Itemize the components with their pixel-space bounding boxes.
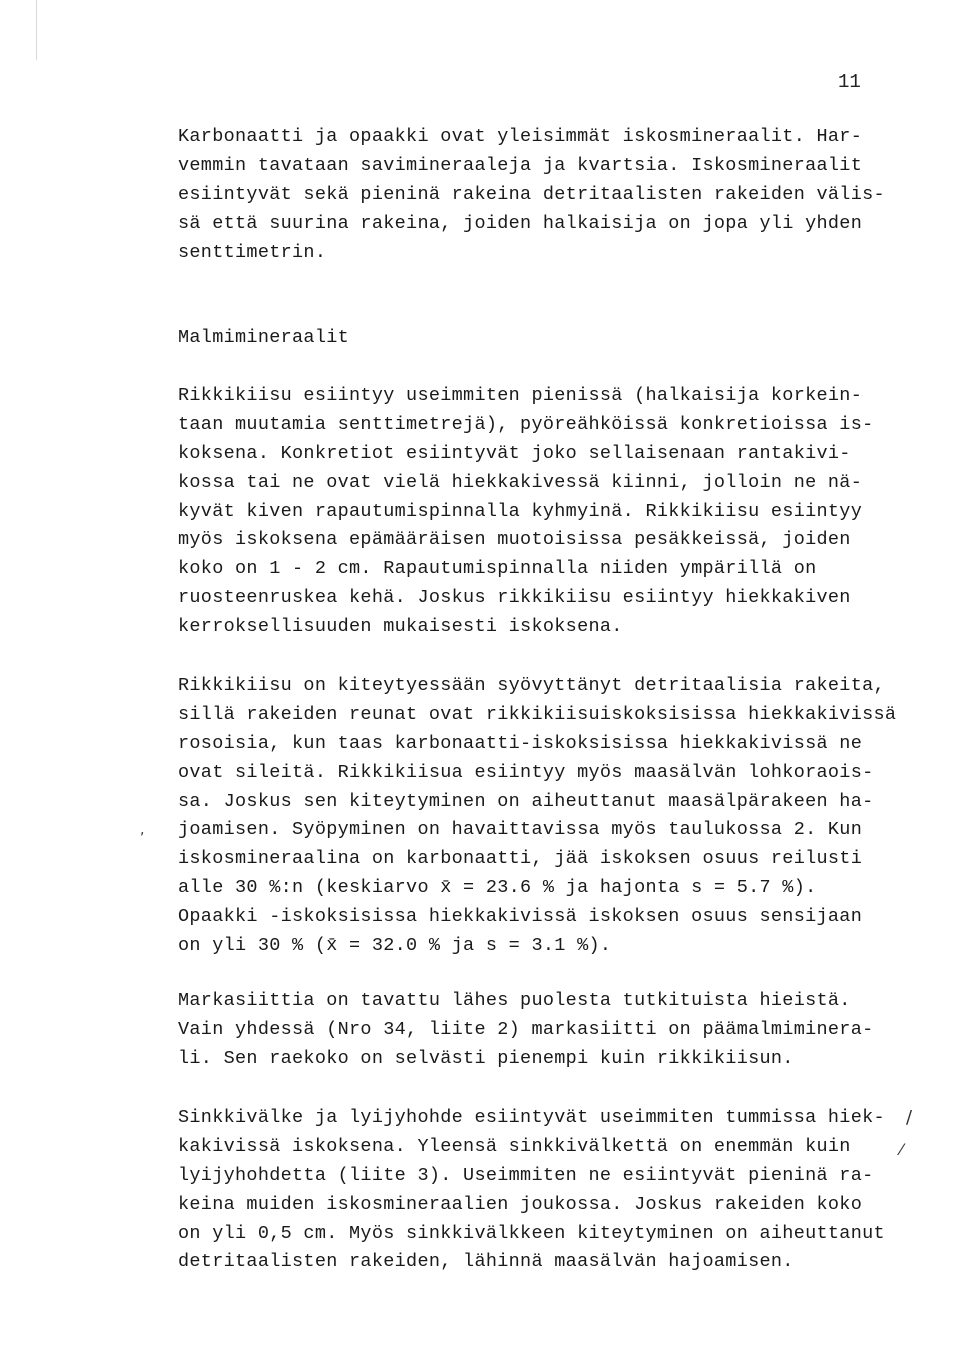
text-line: kakivissä iskoksena. Yleensä sinkkivälkettä on enemmän kuin (178, 1135, 851, 1157)
text-line: koksena. Konkretiot esiintyvät joko sellaisenaan rantakivi- (178, 442, 851, 464)
text-line: iskosmineraalina on karbonaatti, jää iskoksen osuus reilusti (178, 848, 863, 870)
text-line: kossa tai ne ovat vielä hiekkakivessä kiinni, jolloin ne nä- (178, 471, 863, 493)
paragraph-iskosmineraalit (178, 123, 885, 267)
text-line: ruosteenruskea kehä. Joskus rikkikiisu esiintyy hiekkakiven (178, 587, 851, 609)
scan-edge-mark (36, 0, 37, 60)
section-heading: Malmimineraalit (178, 327, 350, 348)
text-line: li. Sen raekoko on selvästi pienempi kuin rikkikiisun. (178, 1047, 794, 1069)
text-line: esiintyvät sekä pieninä rakeina detritaalisten rakeiden välis- (178, 183, 885, 205)
text-line: keina muiden iskosmineraalien joukossa. Joskus rakeiden koko (178, 1193, 863, 1215)
text-line: kyvät kiven rapautumispinnalla kyhmyinä. Rikkikiisu esiintyy (178, 500, 863, 522)
text-line: taan muutamia senttimetrejä), pyöreähköissä konkretioissa is- (178, 413, 874, 435)
paragraph-kiteytyminen (178, 672, 896, 961)
text-line: Rikkikiisu esiintyy useimmiten pienissä (halkaisija korkein- (178, 385, 863, 406)
text-line: sa. Joskus sen kiteytyminen on aiheuttanut maasälpärakeen ha- (178, 790, 874, 812)
text-line: vemmin tavataan savimineraaleja ja kvartsia. Iskosmineraalit (178, 154, 863, 176)
paragraph-markasiitti (178, 987, 874, 1074)
text-line: myös iskoksena epämääräisen muotoisissa pesäkkeissä, joiden (178, 529, 851, 551)
margin-slash-mark: ⁄ (900, 1140, 903, 1159)
text-line: kerroksellisuuden mukaisesti iskoksena. (178, 616, 623, 638)
text-line: lyijyhohdetta (liite 3). Useimmiten ne esiintyvät pieninä ra- (178, 1164, 874, 1186)
text-line: Opaakki -iskoksisissa hiekkakivissä iskoksen osuus sensijaan (178, 906, 863, 928)
text-line: alle 30 %:n (keskiarvo x̄ = 23.6 % ja hajonta s = 5.7 %). (178, 877, 817, 899)
text-line: sä että suurina rakeina, joiden halkaisija on jopa yli yhden (178, 212, 863, 234)
paragraph-rikkikiisu (178, 382, 874, 642)
margin-slash-mark: / (906, 1107, 913, 1128)
page-number: 11 (838, 71, 861, 93)
text-line: on yli 0,5 cm. Myös sinkkivälkkeen kiteytyminen on aiheuttanut (178, 1222, 885, 1244)
text-line: joamisen. Syöpyminen on havaittavissa myös taulukossa 2. Kun (178, 819, 863, 841)
text-line: on yli 30 % (x̄ = 32.0 % ja s = 3.1 %). (178, 935, 612, 957)
paragraph-sinkkivalke (178, 1104, 885, 1277)
text-line: Sinkkivälke ja lyijyhohde esiintyvät useimmiten tummissa hiek- (178, 1107, 885, 1128)
text-line: ovat sileitä. Rikkikiisua esiintyy myös maasälvän lohkoraois- (178, 761, 874, 783)
text-line: senttimetrin. (178, 241, 327, 263)
text-line: detritaalisten rakeiden, lähinnä maasälvän hajoamisen. (178, 1251, 794, 1273)
text-line: Vain yhdessä (Nro 34, liite 2) markasiitti on päämalmiminera- (178, 1018, 874, 1040)
text-line: Markasiittia on tavattu lähes puolesta tutkituista hieistä. (178, 990, 851, 1011)
text-line: sillä rakeiden reunat ovat rikkikiisuiskoksisissa hiekkakivissä (178, 703, 897, 725)
text-line: koko on 1 - 2 cm. Rapautumispinnalla niiden ympärillä on (178, 558, 817, 580)
text-line: Rikkikiisu on kiteytyessään syövyttänyt detritaalisia rakeita, (178, 675, 885, 696)
text-line: Karbonaatti ja opaakki ovat yleisimmät iskosmineraalit. Har- (178, 126, 863, 147)
margin-tick-mark: , (140, 822, 145, 838)
text-line: rosoisia, kun taas karbonaatti-iskoksisissa hiekkakivissä ne (178, 732, 863, 754)
